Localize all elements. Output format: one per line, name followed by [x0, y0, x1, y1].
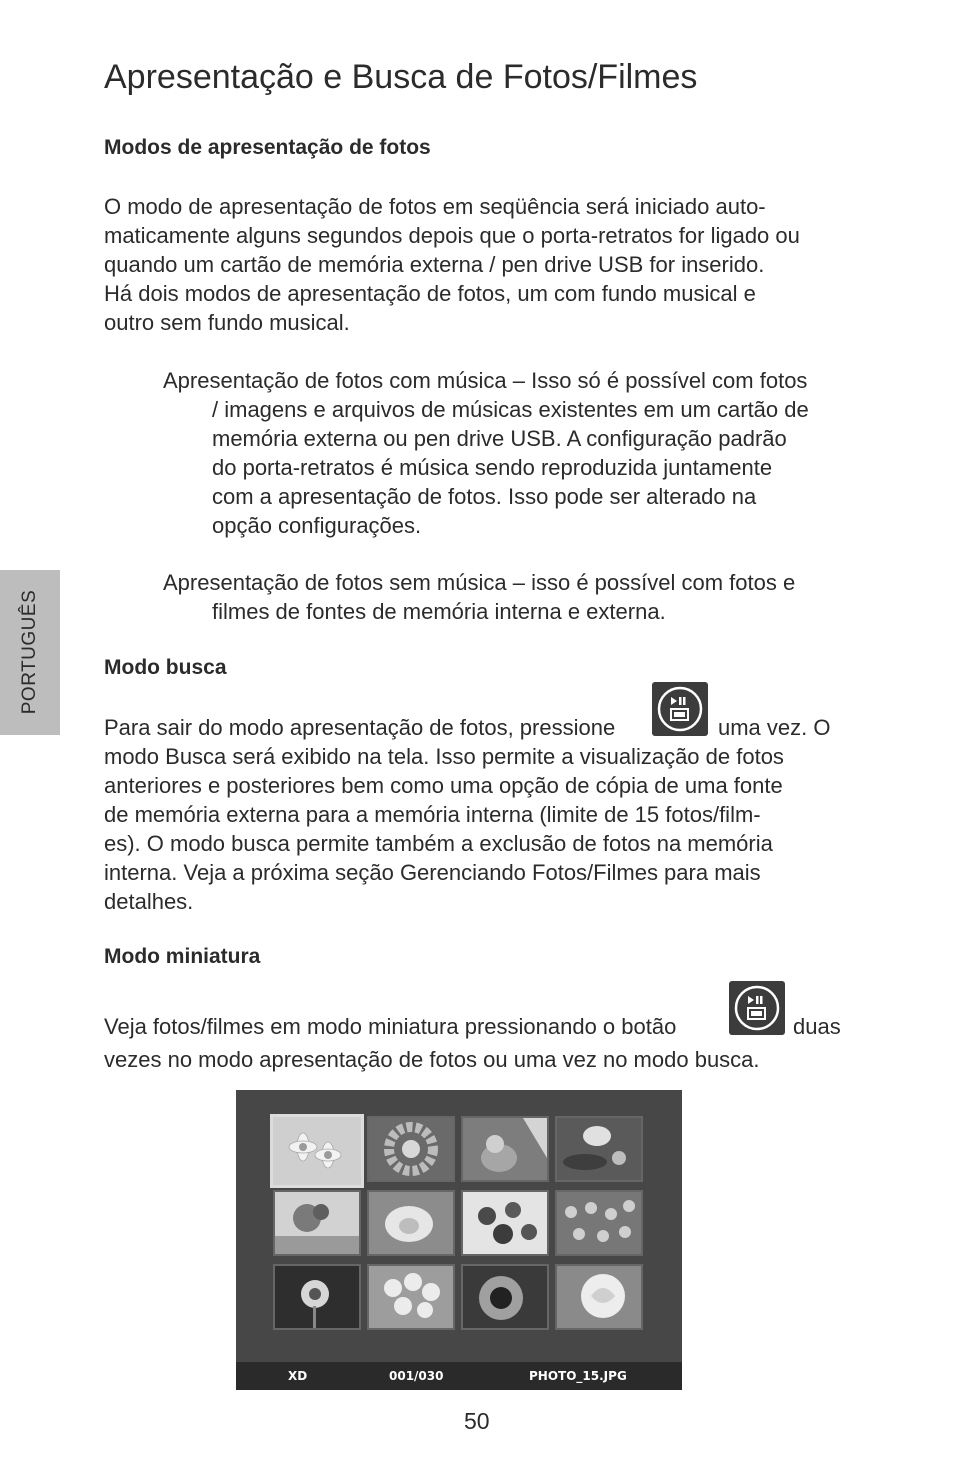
text-line: opção configurações. [212, 513, 422, 538]
language-label: PORTUGUÊS [19, 589, 40, 715]
text-line: Apresentação de fotos sem música – isso é possível com fotos e [163, 570, 796, 595]
thumbnail-glass-bowl [461, 1116, 549, 1182]
play-pause-menu-icon [729, 981, 785, 1035]
text-line: outro sem fundo musical. [104, 310, 350, 335]
text-line: quando um cartão de memória externa / pen drive USB for inserido. [104, 252, 765, 277]
text-line: do porta-retratos é música sendo reproduzida juntamente [212, 455, 773, 480]
section-heading-thumbnail-mode: Modo miniatura [104, 945, 261, 968]
text-line: / imagens e arquivos de músicas existentes em um cartão de [212, 397, 809, 422]
thumbnail-daisy [270, 1114, 364, 1188]
filename-label: PHOTO_15.JPG [529, 1369, 627, 1383]
text-line: modo Busca será exibido na tela. Isso permite a visualização de fotos [104, 744, 784, 769]
status-bar [236, 1362, 682, 1390]
page-number: 50 [464, 1408, 490, 1434]
text-line: vezes no modo apresentação de fotos ou uma vez no modo busca. [104, 1047, 760, 1072]
thumbnail-sunflower-closeup [461, 1264, 549, 1330]
thumbnail-tulip-field [555, 1190, 643, 1256]
thumbnail-flower-ring [367, 1116, 455, 1182]
text-line: Há dois modos de apresentação de fotos, um com fundo musical e [104, 281, 756, 306]
language-side-tab [0, 570, 60, 735]
text-line: maticamente alguns segundos depois que o porta-retratos for ligado ou [104, 223, 800, 248]
text-line: es). O modo busca permite também a exclusão de fotos na memória [104, 831, 773, 856]
thumbnail-sunflower-dark [273, 1264, 361, 1330]
thumbnail-sunflowers [461, 1190, 549, 1256]
page-title: Apresentação e Busca de Fotos/Filmes [104, 58, 698, 96]
text-line: memória externa ou pen drive USB. A configuração padrão [212, 426, 787, 451]
text-line: detalhes. [104, 889, 194, 914]
source-label: XD [288, 1369, 308, 1383]
thumbnail-white-lotus [367, 1190, 455, 1256]
text-line: Para sair do modo apresentação de fotos, pressione [104, 715, 616, 740]
text-line: Apresentação de fotos com música – Isso só é possível com fotos [163, 368, 808, 393]
thumbnail-mode-screenshot [236, 1090, 682, 1390]
thumbnail-white-rose [555, 1264, 643, 1330]
text-line: de memória externa para a memória interna (limite de 15 fotos/film- [104, 802, 761, 827]
thumbnail-lotus [555, 1116, 643, 1182]
text-line: filmes de fontes de memória interna e externa. [212, 599, 666, 624]
section-heading-browse-mode: Modo busca [104, 656, 227, 679]
text-line: interna. Veja a próxima seção Gerenciando Fotos/Filmes para mais [104, 860, 761, 885]
text-line: uma vez. O [718, 715, 831, 740]
thumbnail-bouquet-vase [273, 1190, 361, 1256]
section-heading-presentation-modes: Modos de apresentação de fotos [104, 136, 431, 159]
photo-counter: 001/030 [389, 1369, 444, 1383]
text-line: duas [793, 1014, 841, 1039]
thumbnail-rose-bouquet [367, 1264, 455, 1330]
text-line: anteriores e posteriores bem como uma opção de cópia de uma fonte [104, 773, 783, 798]
text-line: com a apresentação de fotos. Isso pode ser alterado na [212, 484, 757, 509]
text-line: O modo de apresentação de fotos em seqüência será iniciado auto- [104, 194, 766, 219]
play-pause-menu-icon [652, 682, 708, 736]
text-line: Veja fotos/filmes em modo miniatura pressionando o botão [104, 1014, 677, 1039]
